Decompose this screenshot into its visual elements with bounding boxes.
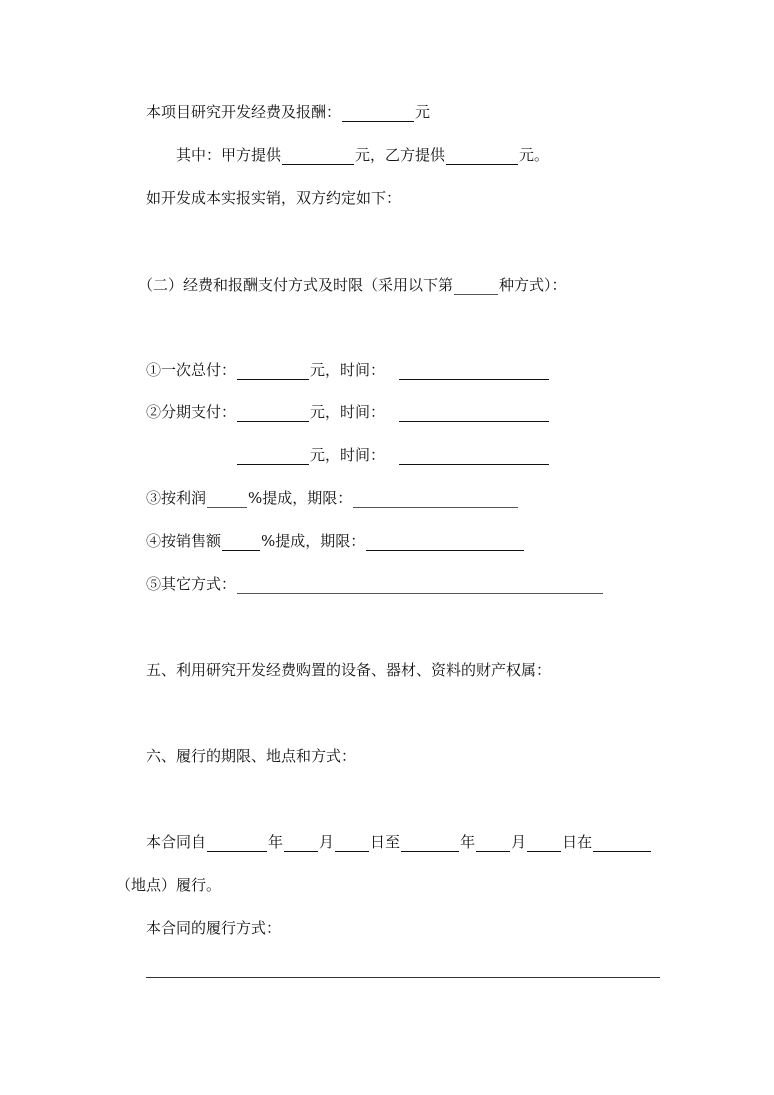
cost-reimburse-line: 如开发成本实报实销，双方约定如下： <box>146 189 402 207</box>
performance-method-blank[interactable] <box>146 977 660 978</box>
fees-total-blank[interactable] <box>342 105 414 122</box>
option3-suffix: %提成，期限： <box>248 489 353 507</box>
fees-split-label-b: 元，乙方提供 <box>355 146 446 164</box>
party-a-amount-blank[interactable] <box>282 148 354 165</box>
option3-period-blank[interactable] <box>353 491 518 508</box>
option3-prefix: ③按利润 <box>146 489 207 507</box>
fees-total-unit: 元 <box>415 103 431 121</box>
option2-unit-time: 元，时间： <box>310 403 386 421</box>
option1-time-blank[interactable] <box>399 363 549 380</box>
start-month-label: 月 <box>319 833 335 851</box>
fees-split-label-a: 其中：甲方提供 <box>176 146 282 164</box>
payment-option-1 <box>146 360 550 380</box>
location-blank[interactable] <box>593 835 651 852</box>
payment-option-4 <box>146 531 525 551</box>
fees-split-end: 元。 <box>519 146 550 164</box>
payment-option-5 <box>146 574 604 594</box>
sales-percent-blank[interactable] <box>222 534 260 551</box>
payment-heading-suffix: 种方式）： <box>499 276 567 294</box>
start-day-blank[interactable] <box>335 835 369 852</box>
end-month-label: 月 <box>511 833 527 851</box>
section5-title: 五、利用研究开发经费购置的设备、器材、资料的财产权属： <box>146 661 552 679</box>
end-year-blank[interactable] <box>401 835 459 852</box>
end-year-label: 年 <box>460 833 476 851</box>
fees-split-line <box>176 145 549 165</box>
option5-label: ⑤其它方式： <box>146 575 237 593</box>
option1-label: ①一次总付： <box>146 361 237 379</box>
end-day-blank[interactable] <box>527 835 561 852</box>
option2-label: ②分期支付： <box>146 403 237 421</box>
installment-unit-time: 元，时间： <box>310 446 386 464</box>
start-year-label: 年 <box>268 833 284 851</box>
option5-blank[interactable] <box>237 577 603 594</box>
payment-method-number-blank[interactable] <box>454 278 498 295</box>
day-at-label: 日在 <box>562 833 593 851</box>
performance-method-label: 本合同的履行方式： <box>146 919 282 937</box>
section6-title: 六、履行的期限、地点和方式： <box>146 747 357 765</box>
payment-heading-prefix: （二）经费和报酬支付方式及时限（采用以下第 <box>138 276 454 294</box>
payment-option-2-installment <box>236 445 550 465</box>
option4-period-blank[interactable] <box>366 534 524 551</box>
installment-time-blank[interactable] <box>399 448 549 465</box>
option1-amount-blank[interactable] <box>237 363 309 380</box>
profit-percent-blank[interactable] <box>207 491 247 508</box>
end-month-blank[interactable] <box>476 835 510 852</box>
option2-amount-blank[interactable] <box>237 405 309 422</box>
payment-option-2 <box>146 402 550 422</box>
option1-unit-time: 元，时间： <box>310 361 386 379</box>
fees-total-label: 本项目研究开发经费及报酬： <box>146 103 342 121</box>
start-month-blank[interactable] <box>284 835 318 852</box>
day-to-label: 日至 <box>370 833 401 851</box>
term-line <box>146 832 652 852</box>
fees-total-line <box>146 102 430 122</box>
installment-amount-blank[interactable] <box>237 448 309 465</box>
option4-prefix: ④按销售额 <box>146 532 222 550</box>
payment-option-3 <box>146 488 519 508</box>
term-start-label: 本合同自 <box>146 833 207 851</box>
payment-heading <box>138 275 567 295</box>
option4-suffix: %提成，期限： <box>261 532 366 550</box>
location-end-line: （地点）履行。 <box>116 876 222 894</box>
option2-time-blank[interactable] <box>399 405 549 422</box>
party-b-amount-blank[interactable] <box>446 148 518 165</box>
start-year-blank[interactable] <box>207 835 267 852</box>
